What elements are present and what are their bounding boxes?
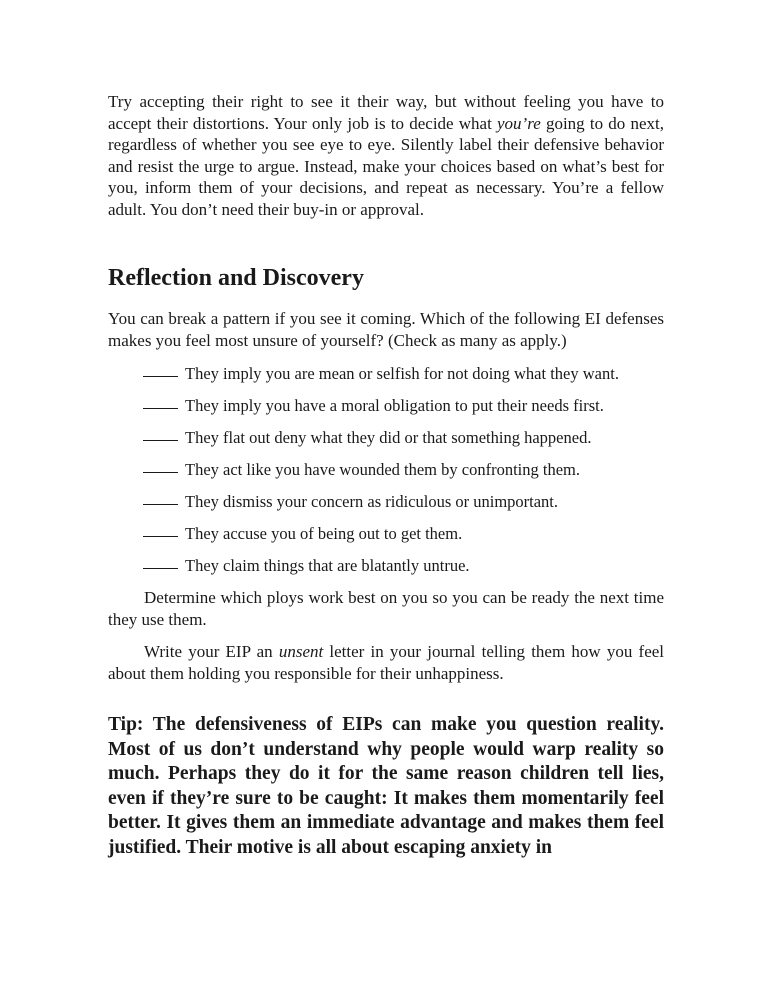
checklist-item-text: They accuse you of being out to get them. — [185, 524, 463, 543]
section-heading: Reflection and Discovery — [108, 265, 364, 291]
tip-paragraph: Tip: The defensiveness of EIPs can make you question reality. Most of us don’t understand why people would warp reality so much. Perhaps they do it for the same reason children tell lies, even if they’re sure to be caught: It makes them momentarily feel better. It gives them an immediate advantage and makes them feel justified. Their motive is all about escaping anxiety in — [108, 714, 664, 858]
intro-paragraph — [108, 91, 664, 220]
checklist-item-text: They flat out deny what they did or that something happened. — [185, 428, 592, 447]
check-blank[interactable] — [143, 376, 178, 377]
ploys-paragraph: Determine which ploys work best on you so you can be ready the next time they use them. — [108, 588, 664, 629]
defense-checklist — [108, 363, 664, 576]
checklist-item-text: They act like you have wounded them by confronting them. — [185, 460, 580, 479]
checklist-item-text: They imply you are mean or selfish for not doing what they want. — [185, 364, 619, 383]
letter-text-2: letter in your journal telling them how you feel about them holding you responsible for their unhappiness. — [108, 642, 665, 683]
check-blank[interactable] — [143, 440, 178, 441]
intro-emphasis: you’re — [497, 113, 541, 133]
letter-text-1: Write your EIP an — [144, 642, 279, 661]
check-blank[interactable] — [143, 408, 178, 409]
letter-paragraph — [108, 641, 664, 684]
checklist-item-text: They claim things that are blatantly untrue. — [185, 556, 470, 575]
checklist-item — [143, 555, 664, 576]
checklist-item-text: They imply you have a moral obligation to put their needs first. — [185, 396, 604, 415]
check-blank[interactable] — [143, 472, 178, 473]
checklist-item — [143, 427, 664, 448]
checklist-item — [143, 459, 664, 480]
check-blank[interactable] — [143, 536, 178, 537]
lead-paragraph: You can break a pattern if you see it coming. Which of the following EI defenses makes you feel most unsure of yourself? (Check as many as apply.) — [108, 309, 664, 350]
intro-text-2: going to do next, regardless of whether you see eye to eye. Silently label their defensive behavior and resist the urge to argue. Instead, make your choices based on what’s best for you, inform them of your decisions, and repeat as necessary. You’re a fellow adult. You don’t need their buy-in or approval. — [108, 113, 664, 219]
checklist-item — [143, 491, 664, 512]
checklist-item-text: They dismiss your concern as ridiculous or unimportant. — [185, 492, 559, 511]
letter-emphasis: unsent — [278, 642, 324, 661]
page-content — [108, 91, 664, 860]
checklist-item — [143, 395, 664, 416]
check-blank[interactable] — [143, 504, 178, 505]
checklist-item — [143, 363, 664, 384]
checklist-item — [143, 523, 664, 544]
check-blank[interactable] — [143, 568, 178, 569]
intro-text-1: Try accepting their right to see it their way, but without feeling you have to accept their distortions. Your only job is to decide what — [108, 92, 664, 133]
